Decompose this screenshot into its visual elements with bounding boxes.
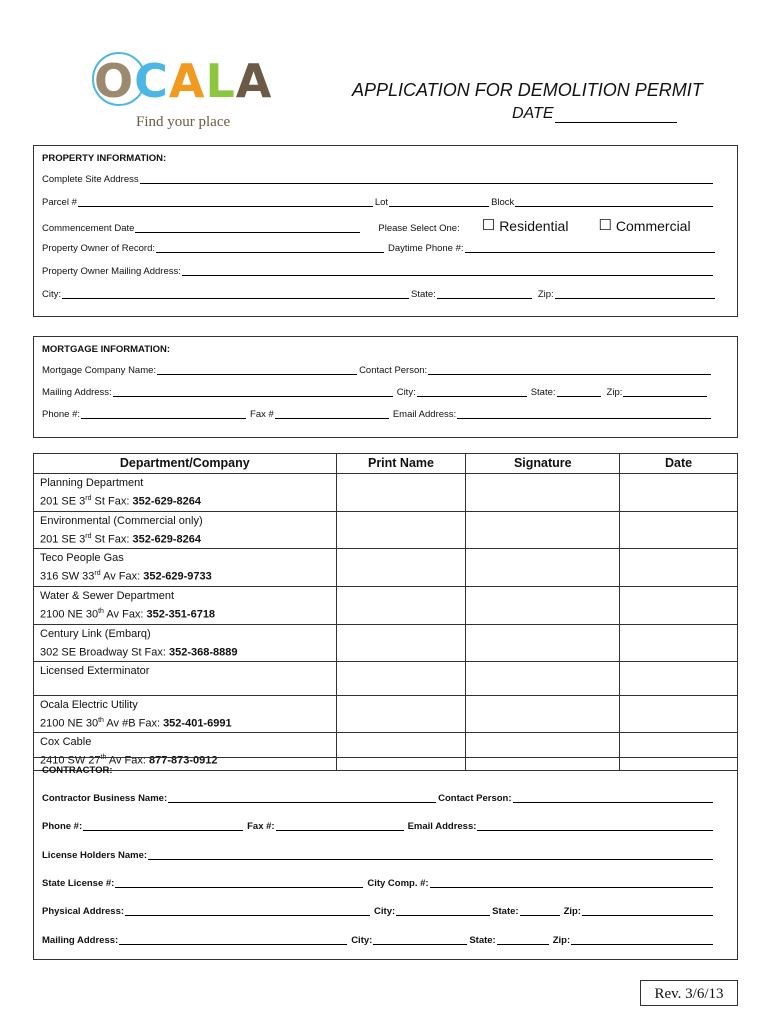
logo-letter: O	[94, 54, 135, 108]
mortgage-city-field[interactable]	[417, 387, 527, 397]
mortgage-phone-field[interactable]	[81, 409, 246, 419]
table-row	[34, 695, 738, 733]
date-cell[interactable]	[620, 511, 738, 549]
mortgage-fax-label: Fax #	[250, 409, 274, 420]
print-name-cell[interactable]	[336, 511, 466, 549]
print-name-cell[interactable]	[336, 474, 466, 512]
contractor-phone-field[interactable]	[83, 821, 243, 831]
date-cell[interactable]	[620, 586, 738, 624]
state-license-label: State License #:	[42, 878, 115, 889]
department-name: Water & Sewer Department	[40, 589, 175, 602]
department-cell	[34, 586, 337, 624]
address-text: 302 SE Broadway St Fax:	[40, 646, 170, 659]
address-text-2: Av Fax:	[100, 570, 144, 583]
contractor-mailing-label: Mailing Address:	[42, 935, 119, 946]
mortgage-company-field[interactable]	[157, 365, 357, 375]
address-text-2: St Fax:	[91, 533, 133, 546]
physical-zip-field[interactable]	[582, 906, 713, 916]
ocala-logo	[90, 50, 273, 135]
logo-tagline: Find your place	[136, 114, 231, 130]
physical-state-label: State:	[492, 906, 519, 917]
mortgage-fax-field[interactable]	[275, 409, 389, 419]
logo-letter: L	[205, 54, 236, 108]
mortgage-zip-field[interactable]	[623, 387, 707, 397]
mailing-label: Property Owner Mailing Address:	[42, 266, 181, 277]
city-label: City:	[42, 289, 61, 300]
contractor-phone-label: Phone #:	[42, 821, 83, 832]
department-cell	[34, 549, 337, 587]
contractor-mailing-field[interactable]	[119, 935, 347, 945]
contractor-email-field[interactable]	[477, 821, 713, 831]
header-date: Date	[620, 454, 738, 474]
mortgage-heading: MORTGAGE INFORMATION:	[42, 344, 171, 355]
physical-address-field[interactable]	[125, 906, 370, 916]
site-address-field[interactable]	[140, 174, 713, 184]
state-license-field[interactable]	[115, 878, 363, 888]
residential-checkbox[interactable]: ☐	[481, 217, 496, 234]
department-name: Licensed Exterminator	[40, 665, 150, 678]
site-address-label: Complete Site Address	[42, 174, 139, 185]
date-cell[interactable]	[620, 695, 738, 733]
signature-cell[interactable]	[466, 474, 620, 512]
block-label: Block	[491, 197, 515, 208]
mailing-state-label: State:	[469, 935, 496, 946]
contractor-heading: CONTRACTOR:	[42, 765, 113, 776]
license-holders-field[interactable]	[148, 850, 713, 860]
signature-cell[interactable]	[466, 549, 620, 587]
print-name-cell[interactable]	[336, 549, 466, 587]
header-department: Department/Company	[34, 454, 337, 474]
physical-address-label: Physical Address:	[42, 906, 125, 917]
mortgage-state-field[interactable]	[557, 387, 601, 397]
contractor-contact-label: Contact Person:	[438, 793, 512, 804]
department-cell	[34, 474, 337, 512]
logo-letter: C	[134, 54, 169, 108]
lot-label: Lot	[374, 197, 389, 208]
contractor-fax-field[interactable]	[276, 821, 404, 831]
address-ordinal: th	[98, 716, 104, 724]
address-text: 201 SE 3	[40, 533, 86, 546]
date-cell[interactable]	[620, 662, 738, 696]
department-address	[40, 491, 330, 510]
commencement-label: Commencement Date	[42, 223, 135, 234]
signature-cell[interactable]	[466, 695, 620, 733]
physical-city-field[interactable]	[396, 906, 490, 916]
date-cell[interactable]	[620, 624, 738, 662]
date-cell[interactable]	[620, 474, 738, 512]
address-text: 316 SW 33	[40, 570, 95, 583]
business-label: Contractor Business Name:	[42, 793, 168, 804]
mortgage-contact-field[interactable]	[428, 365, 711, 375]
physical-city-label: City:	[374, 906, 396, 917]
table-row	[34, 586, 738, 624]
state-label: State:	[411, 289, 436, 300]
mortgage-phone-label: Phone #:	[42, 409, 81, 420]
table-row	[34, 624, 738, 662]
city-comp-field[interactable]	[430, 878, 713, 888]
address-text: 2100 NE 30	[40, 608, 99, 621]
header-print-name: Print Name	[336, 454, 466, 474]
department-address	[40, 529, 330, 548]
mailing-field[interactable]	[182, 266, 713, 276]
mailing-city-field[interactable]	[373, 935, 467, 945]
mortgage-section	[33, 336, 738, 438]
address-text-2: Av Fax:	[106, 755, 149, 768]
page-title: APPLICATION FOR DEMOLITION PERMIT	[352, 80, 703, 100]
mailing-state-field[interactable]	[497, 935, 549, 945]
date-field[interactable]	[512, 105, 677, 123]
department-address	[40, 713, 330, 732]
lot-field[interactable]	[389, 197, 489, 207]
commercial-label: Commercial	[615, 218, 691, 234]
zip-label: Zip:	[537, 289, 554, 300]
mortgage-state-label: State:	[530, 387, 556, 398]
physical-zip-label: Zip:	[563, 906, 581, 917]
department-cell	[34, 662, 337, 696]
parcel-label: Parcel #	[42, 197, 77, 208]
city-comp-label: City Comp. #:	[367, 878, 429, 889]
date-line[interactable]	[555, 109, 677, 123]
address-text: 201 SE 3	[40, 495, 86, 508]
department-address	[40, 566, 330, 585]
contractor-contact-field[interactable]	[513, 793, 714, 803]
print-name-cell[interactable]	[336, 586, 466, 624]
address-ordinal: th	[98, 607, 104, 615]
signature-cell[interactable]	[466, 511, 620, 549]
property-section	[33, 145, 738, 317]
property-heading: PROPERTY INFORMATION:	[42, 153, 167, 164]
mortgage-contact-label: Contact Person:	[359, 365, 428, 376]
address-text: 2100 NE 30	[40, 717, 99, 730]
print-name-cell[interactable]	[336, 624, 466, 662]
mortgage-zip-label: Zip:	[606, 387, 623, 398]
signoff-table	[33, 453, 738, 771]
residential-label: Residential	[499, 218, 569, 234]
contractor-email-label: Email Address:	[407, 821, 477, 832]
commercial-checkbox[interactable]: ☐	[598, 217, 612, 234]
mailing-city-label: City:	[351, 935, 373, 946]
mailing-zip-field[interactable]	[571, 935, 713, 945]
mortgage-email-field[interactable]	[457, 409, 711, 419]
fax-number: 877-873-0912	[148, 755, 218, 768]
contractor-fax-label: Fax #:	[247, 821, 275, 832]
phone-field[interactable]	[465, 243, 715, 253]
fax-number: 352-351-6718	[146, 608, 216, 621]
signature-cell[interactable]	[466, 586, 620, 624]
revision-label: Rev. 3/6/13	[640, 980, 738, 1006]
signature-cell[interactable]	[466, 624, 620, 662]
date-cell[interactable]	[620, 549, 738, 587]
state-field[interactable]	[437, 289, 532, 299]
header-signature: Signature	[466, 454, 620, 474]
mortgage-company-label: Mortgage Company Name:	[42, 365, 157, 376]
zip-field[interactable]	[555, 289, 715, 299]
commencement-field[interactable]	[135, 223, 360, 233]
license-holders-label: License Holders Name:	[42, 850, 148, 861]
department-address	[40, 642, 330, 661]
logo-wordmark	[94, 54, 272, 108]
fax-number: 352-629-8264	[132, 495, 201, 508]
table-row	[34, 662, 738, 696]
signature-cell[interactable]	[466, 662, 620, 696]
address-text-2: Av #B Fax:	[103, 717, 164, 730]
department-name: Cox Cable	[40, 736, 92, 749]
department-name: Century Link (Embarq)	[40, 627, 151, 640]
date-label: DATE	[512, 105, 554, 122]
department-cell	[34, 695, 337, 733]
address-ordinal: th	[100, 754, 107, 762]
address-text-2: Av Fax:	[103, 608, 147, 621]
block-field[interactable]	[515, 197, 713, 207]
contractor-section	[33, 757, 738, 960]
logo-letter: A	[235, 54, 273, 108]
mortgage-mailing-field[interactable]	[113, 387, 393, 397]
print-name-cell[interactable]	[336, 695, 466, 733]
address-text: 2410 SW 27	[40, 755, 101, 768]
address-ordinal: rd	[94, 570, 101, 578]
physical-state-field[interactable]	[520, 906, 560, 916]
logo-letter: A	[168, 54, 206, 108]
address-ordinal: rd	[85, 532, 92, 540]
table-row	[34, 549, 738, 587]
department-cell	[34, 624, 337, 662]
mortgage-email-label: Email Address:	[392, 409, 457, 420]
department-name: Planning Department	[40, 477, 144, 489]
department-name: Environmental (Commercial only)	[40, 514, 203, 527]
department-name: Teco People Gas	[40, 552, 124, 565]
mailing-zip-label: Zip:	[552, 935, 571, 946]
owner-field[interactable]	[156, 243, 384, 253]
fax-number: 352-629-8264	[132, 533, 201, 546]
parcel-field[interactable]	[78, 197, 373, 207]
mortgage-mailing-label: Mailing Address:	[42, 387, 112, 398]
fax-number: 352-629-9733	[143, 570, 212, 583]
phone-label: Daytime Phone #:	[388, 243, 464, 254]
select-label: Please Select One:	[378, 223, 460, 234]
table-row	[34, 511, 738, 549]
fax-number: 352-401-6991	[163, 717, 232, 730]
city-field[interactable]	[62, 289, 409, 299]
owner-label: Property Owner of Record:	[42, 243, 155, 254]
fax-number: 352-368-8889	[169, 646, 238, 659]
department-cell	[34, 511, 337, 549]
mortgage-city-label: City:	[396, 387, 416, 398]
business-field[interactable]	[168, 793, 436, 803]
address-ordinal: rd	[85, 495, 92, 502]
table-row	[34, 474, 738, 512]
department-address	[40, 604, 330, 623]
print-name-cell[interactable]	[336, 662, 466, 696]
address-text-2: St Fax:	[91, 495, 133, 508]
department-name: Ocala Electric Utility	[40, 698, 138, 711]
